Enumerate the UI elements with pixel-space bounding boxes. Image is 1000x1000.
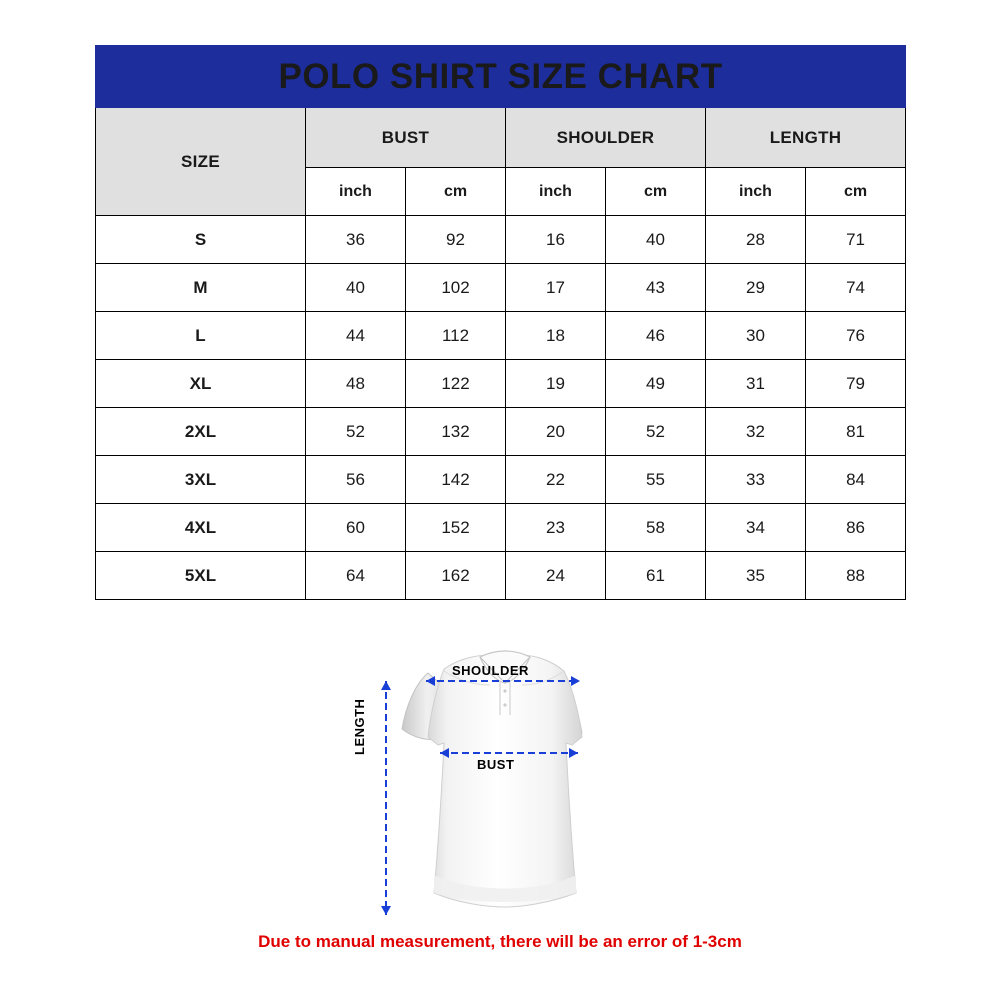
cell-bust-inch: 48 bbox=[306, 360, 406, 408]
table-row bbox=[96, 312, 906, 360]
cell-size: L bbox=[96, 312, 306, 360]
table-row bbox=[96, 408, 906, 456]
measurement-note: Due to manual measurement, there will be an error of 1-3cm bbox=[258, 932, 742, 951]
cell-length-inch: 32 bbox=[706, 408, 806, 456]
cell-shoulder-cm: 40 bbox=[606, 216, 706, 264]
unit-length-inch: inch bbox=[706, 168, 806, 216]
header-length: LENGTH bbox=[706, 108, 906, 168]
cell-shoulder-cm: 43 bbox=[606, 264, 706, 312]
cell-bust-cm: 152 bbox=[406, 504, 506, 552]
cell-shoulder-cm: 55 bbox=[606, 456, 706, 504]
cell-length-cm: 74 bbox=[806, 264, 906, 312]
cell-shoulder-cm: 46 bbox=[606, 312, 706, 360]
cell-shoulder-inch: 18 bbox=[506, 312, 606, 360]
cell-length-cm: 81 bbox=[806, 408, 906, 456]
size-chart-container bbox=[95, 45, 905, 600]
cell-bust-cm: 92 bbox=[406, 216, 506, 264]
table-row bbox=[96, 456, 906, 504]
cell-length-inch: 35 bbox=[706, 552, 806, 600]
cell-bust-cm: 102 bbox=[406, 264, 506, 312]
table-row bbox=[96, 264, 906, 312]
cell-bust-inch: 52 bbox=[306, 408, 406, 456]
cell-shoulder-cm: 52 bbox=[606, 408, 706, 456]
page-title: POLO SHIRT SIZE CHART bbox=[96, 46, 906, 108]
unit-length-cm: cm bbox=[806, 168, 906, 216]
cell-size: 5XL bbox=[96, 552, 306, 600]
cell-length-cm: 71 bbox=[806, 216, 906, 264]
cell-size: M bbox=[96, 264, 306, 312]
label-shoulder: SHOULDER bbox=[452, 663, 529, 678]
cell-shoulder-inch: 22 bbox=[506, 456, 606, 504]
cell-shoulder-cm: 58 bbox=[606, 504, 706, 552]
cell-size: 4XL bbox=[96, 504, 306, 552]
cell-bust-cm: 122 bbox=[406, 360, 506, 408]
unit-shoulder-cm: cm bbox=[606, 168, 706, 216]
label-length: LENGTH bbox=[352, 698, 367, 755]
cell-bust-inch: 64 bbox=[306, 552, 406, 600]
cell-length-cm: 84 bbox=[806, 456, 906, 504]
cell-bust-inch: 44 bbox=[306, 312, 406, 360]
cell-shoulder-inch: 17 bbox=[506, 264, 606, 312]
unit-bust-inch: inch bbox=[306, 168, 406, 216]
cell-length-inch: 34 bbox=[706, 504, 806, 552]
cell-shoulder-cm: 49 bbox=[606, 360, 706, 408]
label-bust: BUST bbox=[477, 757, 515, 772]
unit-bust-cm: cm bbox=[406, 168, 506, 216]
cell-bust-cm: 142 bbox=[406, 456, 506, 504]
cell-size: 2XL bbox=[96, 408, 306, 456]
cell-shoulder-inch: 23 bbox=[506, 504, 606, 552]
cell-bust-inch: 60 bbox=[306, 504, 406, 552]
cell-bust-cm: 162 bbox=[406, 552, 506, 600]
cell-length-cm: 86 bbox=[806, 504, 906, 552]
unit-shoulder-inch: inch bbox=[506, 168, 606, 216]
cell-length-inch: 28 bbox=[706, 216, 806, 264]
cell-shoulder-inch: 24 bbox=[506, 552, 606, 600]
table-row bbox=[96, 216, 906, 264]
header-shoulder: SHOULDER bbox=[506, 108, 706, 168]
cell-length-cm: 76 bbox=[806, 312, 906, 360]
cell-shoulder-inch: 20 bbox=[506, 408, 606, 456]
cell-shoulder-inch: 19 bbox=[506, 360, 606, 408]
cell-shoulder-inch: 16 bbox=[506, 216, 606, 264]
cell-bust-inch: 40 bbox=[306, 264, 406, 312]
cell-length-inch: 31 bbox=[706, 360, 806, 408]
cell-size: S bbox=[96, 216, 306, 264]
cell-bust-cm: 112 bbox=[406, 312, 506, 360]
table-row bbox=[96, 504, 906, 552]
table-group-header-row bbox=[96, 108, 906, 168]
cell-length-inch: 29 bbox=[706, 264, 806, 312]
cell-size: 3XL bbox=[96, 456, 306, 504]
cell-shoulder-cm: 61 bbox=[606, 552, 706, 600]
cell-length-cm: 88 bbox=[806, 552, 906, 600]
cell-size: XL bbox=[96, 360, 306, 408]
measurement-illustration bbox=[340, 625, 670, 925]
cell-length-inch: 33 bbox=[706, 456, 806, 504]
size-chart-table bbox=[95, 45, 906, 600]
table-row bbox=[96, 552, 906, 600]
cell-bust-cm: 132 bbox=[406, 408, 506, 456]
cell-length-cm: 79 bbox=[806, 360, 906, 408]
header-bust: BUST bbox=[306, 108, 506, 168]
table-row bbox=[96, 360, 906, 408]
cell-length-inch: 30 bbox=[706, 312, 806, 360]
cell-bust-inch: 56 bbox=[306, 456, 406, 504]
header-size: SIZE bbox=[96, 108, 306, 216]
cell-bust-inch: 36 bbox=[306, 216, 406, 264]
table-title-row bbox=[96, 46, 906, 108]
